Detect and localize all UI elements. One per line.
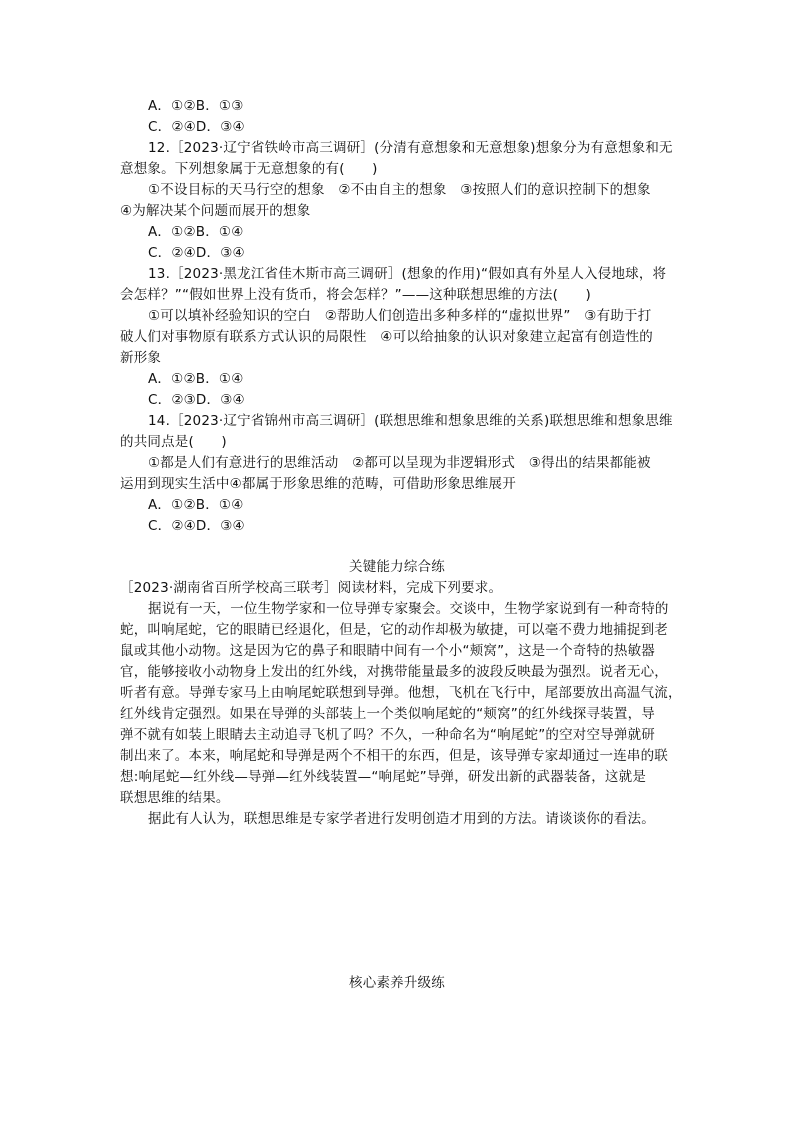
q13-stem-line1: 13.［2023·黑龙江省佳木斯市高三调研］(想象的作用)“假如真有外星人入侵地球，将 bbox=[148, 266, 667, 282]
q12-stem-line2: 意想象。下列想象属于无意想象的有( ) bbox=[120, 161, 378, 177]
q13-options-row1: A．①②B．①④ bbox=[148, 371, 244, 387]
q14-stem-line1: 14.［2023·辽宁省锦州市高三调研］(联想思维和想象思维的关系)联想思维和想象思维 bbox=[148, 413, 673, 429]
q14-statements-line1: ①都是人们有意进行的思维活动 ②都可以呈现为非逻辑形式 ③得出的结果都能被 bbox=[148, 455, 651, 471]
q12-stem-line1: 12.［2023·辽宁省铁岭市高三调研］(分清有意想象和无意想象)想象分为有意想象和无 bbox=[148, 140, 673, 156]
q12-statements-line1: ①不设目标的天马行空的想象 ②不由自主的想象 ③按照人们的意识控制下的想象 bbox=[148, 182, 651, 198]
material-paragraph-line3: 鼠或其他小动物。这是因为它的鼻子和眼睛中间有一个小“颊窝”，这是一个奇特的热敏器 bbox=[120, 643, 655, 659]
material-source-line: ［2023·湖南省百所学校高三联考］阅读材料，完成下列要求。 bbox=[120, 580, 503, 596]
material-paragraph-line6: 红外线肯定强烈。如果在导弹的头部装上一个类似响尾蛇的“颊窝”的红外线探寻装置，导 bbox=[120, 706, 655, 722]
q13-statements-line3: 新形象 bbox=[120, 350, 162, 366]
material-paragraph-line2: 蛇，叫响尾蛇，它的眼睛已经退化，但是，它的动作却极为敏捷，可以毫不费力地捕捉到老 bbox=[120, 622, 668, 638]
q14-options-row1: A．①②B．①④ bbox=[148, 497, 244, 513]
q13-options-row2: C．②③D．③④ bbox=[148, 392, 245, 408]
material-paragraph-line1: 据说有一天，一位生物学家和一位导弹专家聚会。交谈中，生物学家说到有一种奇特的 bbox=[148, 601, 669, 617]
q13-stem-line2: 会怎样？”“假如世界上没有货币，将会怎样？”——这种联想思维的方法( ) bbox=[120, 287, 591, 303]
material-paragraph-line7: 弹不就有如装上眼睛去主动追寻飞机了吗？不久，一种命名为“响尾蛇”的空对空导弹就研 bbox=[120, 727, 655, 743]
q14-stem-line2: 的共同点是( ) bbox=[120, 434, 227, 450]
material-paragraph-line8: 制出来了。本来，响尾蛇和导弹是两个不相干的东西，但是，该导弹专家却通过一连串的联 bbox=[120, 748, 668, 764]
q12-options-row2: C．②④D．③④ bbox=[148, 245, 245, 261]
q12-statements-line2: ④为解决某个问题而展开的想象 bbox=[120, 203, 311, 219]
material-paragraph-line4: 官，能够接收小动物身上发出的红外线，对携带能量最多的波段反映最为强烈。说者无心， bbox=[120, 664, 668, 680]
q14-options-row2: C．②④D．③④ bbox=[148, 518, 245, 534]
q14-statements-line2: 运用到现实生活中④都属于形象思维的范畴，可借助形象思维展开 bbox=[120, 476, 516, 492]
section-title-core-literacy: 核心素养升级练 bbox=[349, 975, 445, 991]
material-paragraph-line9: 想:响尾蛇—红外线—导弹—红外线装置—“响尾蛇”导弹，研发出新的武器装备，这就是 bbox=[120, 769, 647, 785]
material-question: 据此有人认为，联想思维是专家学者进行发明创造才用到的方法。请谈谈你的看法。 bbox=[148, 811, 655, 827]
q12-options-row1: A．①②B．①④ bbox=[148, 224, 244, 240]
material-paragraph-line5: 听者有意。导弹专家马上由响尾蛇联想到导弹。他想，飞机在飞行中，尾部要放出高温气流， bbox=[120, 685, 682, 701]
q11-options-row1: A．①②B．①③ bbox=[148, 98, 244, 114]
q11-options-row2: C．②④D．③④ bbox=[148, 119, 245, 135]
section-title-key-ability: 关键能力综合练 bbox=[349, 559, 445, 575]
material-paragraph-line10: 联想思维的结果。 bbox=[120, 790, 230, 806]
q13-statements-line2: 破人们对事物原有联系方式认识的局限性 ④可以给抽象的认识对象建立起富有创造性的 bbox=[120, 329, 653, 345]
q13-statements-line1: ①可以填补经验知识的空白 ②帮助人们创造出多种多样的“虚拟世界” ③有助于打 bbox=[148, 308, 652, 324]
